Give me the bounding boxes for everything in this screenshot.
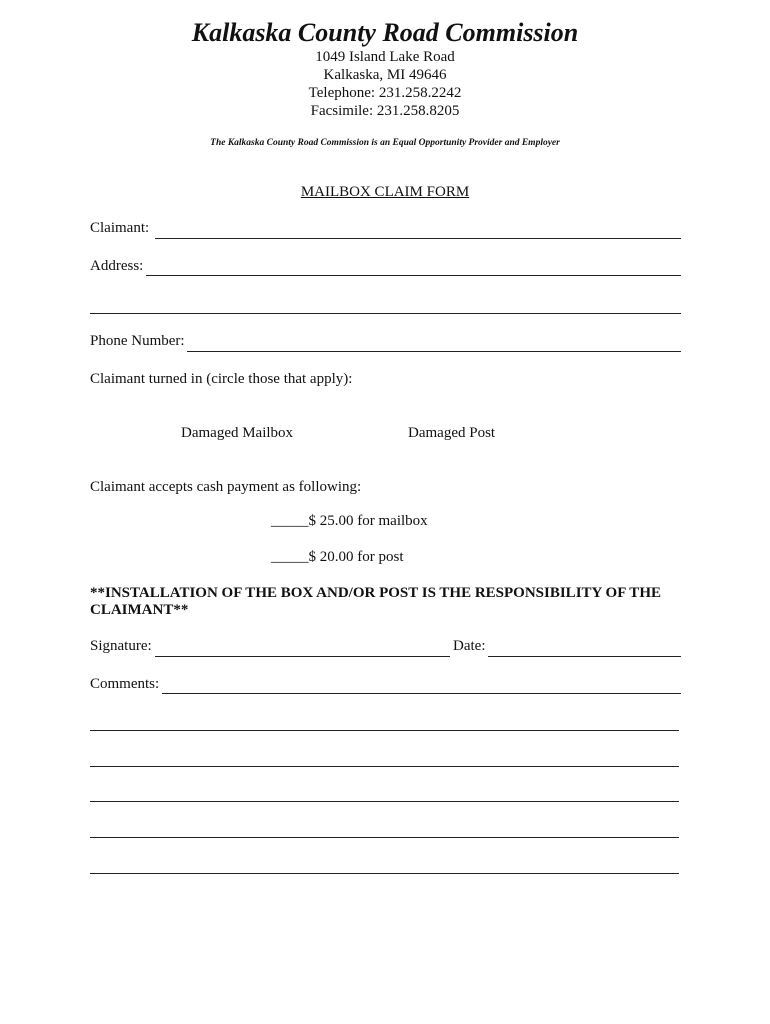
payment-label: Claimant accepts cash payment as following: [90, 479, 362, 495]
claimant-label: Claimant: [90, 220, 150, 236]
date-label: Date: [453, 638, 486, 654]
payment-mailbox-option[interactable]: _____$ 25.00 for mailbox [271, 513, 428, 529]
equal-opportunity-tagline: The Kalkaska County Road Commission is an Equal Opportunity Provider and Employer [210, 138, 560, 148]
form-title: MAILBOX CLAIM FORM [300, 184, 470, 200]
address-field[interactable] [146, 275, 681, 276]
date-field[interactable] [488, 656, 681, 657]
comments-line[interactable] [90, 801, 679, 802]
phone-label: Phone Number: [90, 333, 185, 349]
telephone: Telephone: 231.258.2242 [308, 85, 462, 101]
claimant-field[interactable] [155, 238, 681, 239]
comments-label: Comments: [90, 676, 160, 692]
org-name: Kalkaska County Road Commission [191, 18, 579, 47]
payment-post-option[interactable]: _____$ 20.00 for post [271, 549, 404, 565]
phone-field[interactable] [187, 351, 681, 352]
turned-in-label: Claimant turned in (circle those that apply): [90, 371, 353, 387]
comments-field[interactable] [162, 693, 681, 694]
option-damaged-post[interactable]: Damaged Post [408, 425, 496, 441]
city-state-zip: Kalkaska, MI 49646 [323, 67, 447, 83]
comments-line[interactable] [90, 873, 679, 874]
comments-line[interactable] [90, 837, 679, 838]
comments-line[interactable] [90, 766, 679, 767]
installation-notice-line-2: CLAIMANT** [90, 602, 189, 618]
installation-notice-line-1: **INSTALLATION OF THE BOX AND/OR POST IS THE RESPONSIBILITY OF THE [90, 585, 661, 601]
signature-label: Signature: [90, 638, 152, 654]
comments-line[interactable] [90, 730, 679, 731]
address-field-line-2[interactable] [90, 313, 681, 314]
address-label: Address: [90, 258, 144, 274]
street-address: 1049 Island Lake Road [315, 49, 455, 65]
signature-field[interactable] [155, 656, 450, 657]
option-damaged-mailbox[interactable]: Damaged Mailbox [181, 425, 294, 441]
facsimile: Facsimile: 231.258.8205 [310, 103, 460, 119]
